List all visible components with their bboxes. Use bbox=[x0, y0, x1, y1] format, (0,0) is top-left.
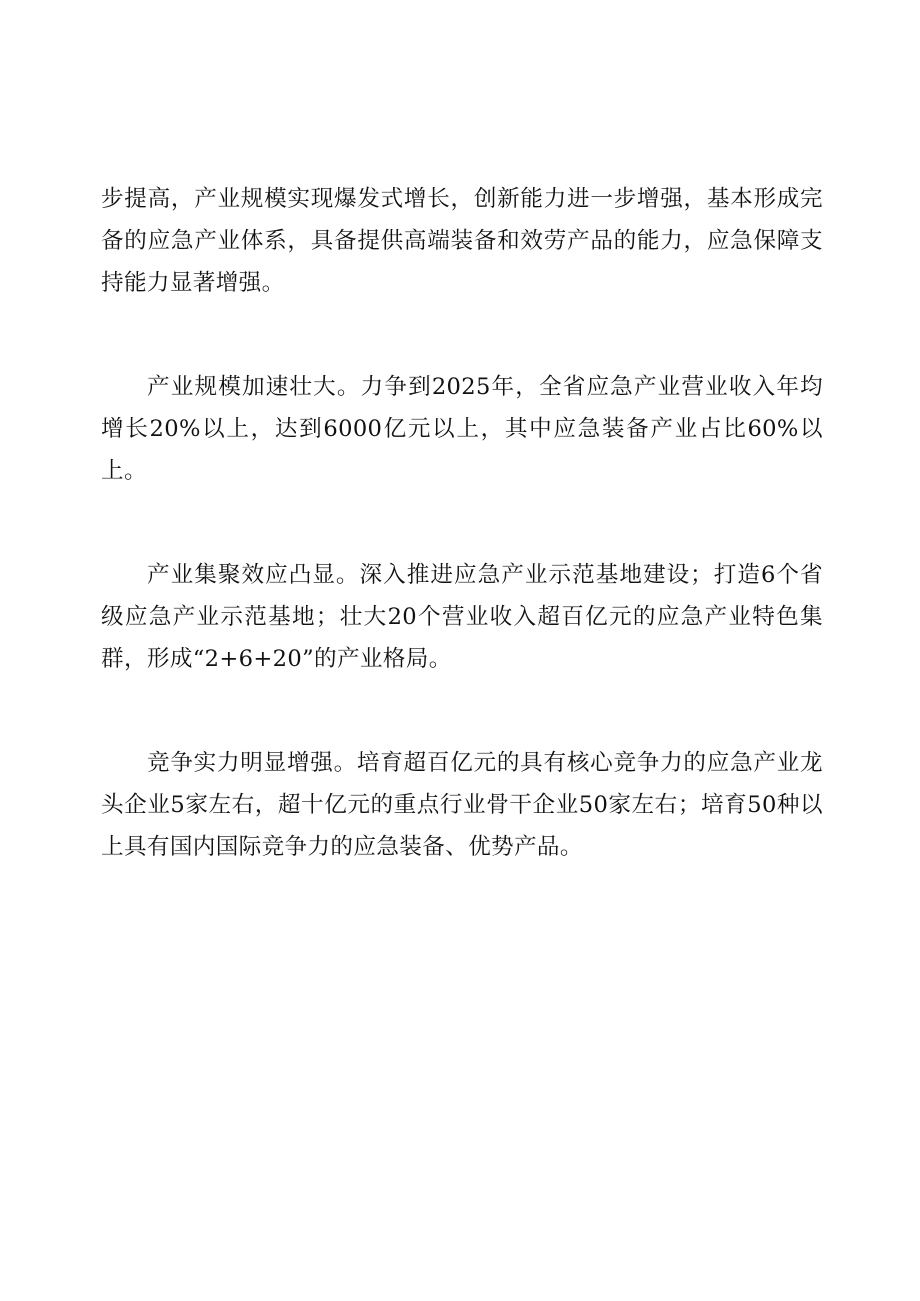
paragraph-competitiveness: 竞争实力明显增强。培育超百亿元的具有核心竞争力的应急产业龙头企业5家左右，超十亿元的重点行业骨干企业50家左右；培育50种以上具有国内国际竞争力的应急装备、优势产品。 bbox=[101, 750, 823, 860]
paragraph-industry-cluster: 产业集聚效应凸显。深入推进应急产业示范基地建设；打造6个省级应急产业示范基地；壮大20个营业收入超百亿元的应急产业特色集群，形成“2+6+20”的产业格局。 bbox=[101, 562, 823, 672]
paragraph-continuation: 步提高，产业规模实现爆发式增长，创新能力进一步增强，基本形成完备的应急产业体系，具备提供高端装备和效劳产品的能力，应急保障支持能力显著增强。 bbox=[101, 186, 823, 296]
document-body bbox=[101, 178, 823, 868]
paragraph-industry-scale: 产业规模加速壮大。力争到2025年，全省应急产业营业收入年均增长20%以上，达到6000亿元以上，其中应急装备产业占比60%以上。 bbox=[101, 374, 823, 484]
